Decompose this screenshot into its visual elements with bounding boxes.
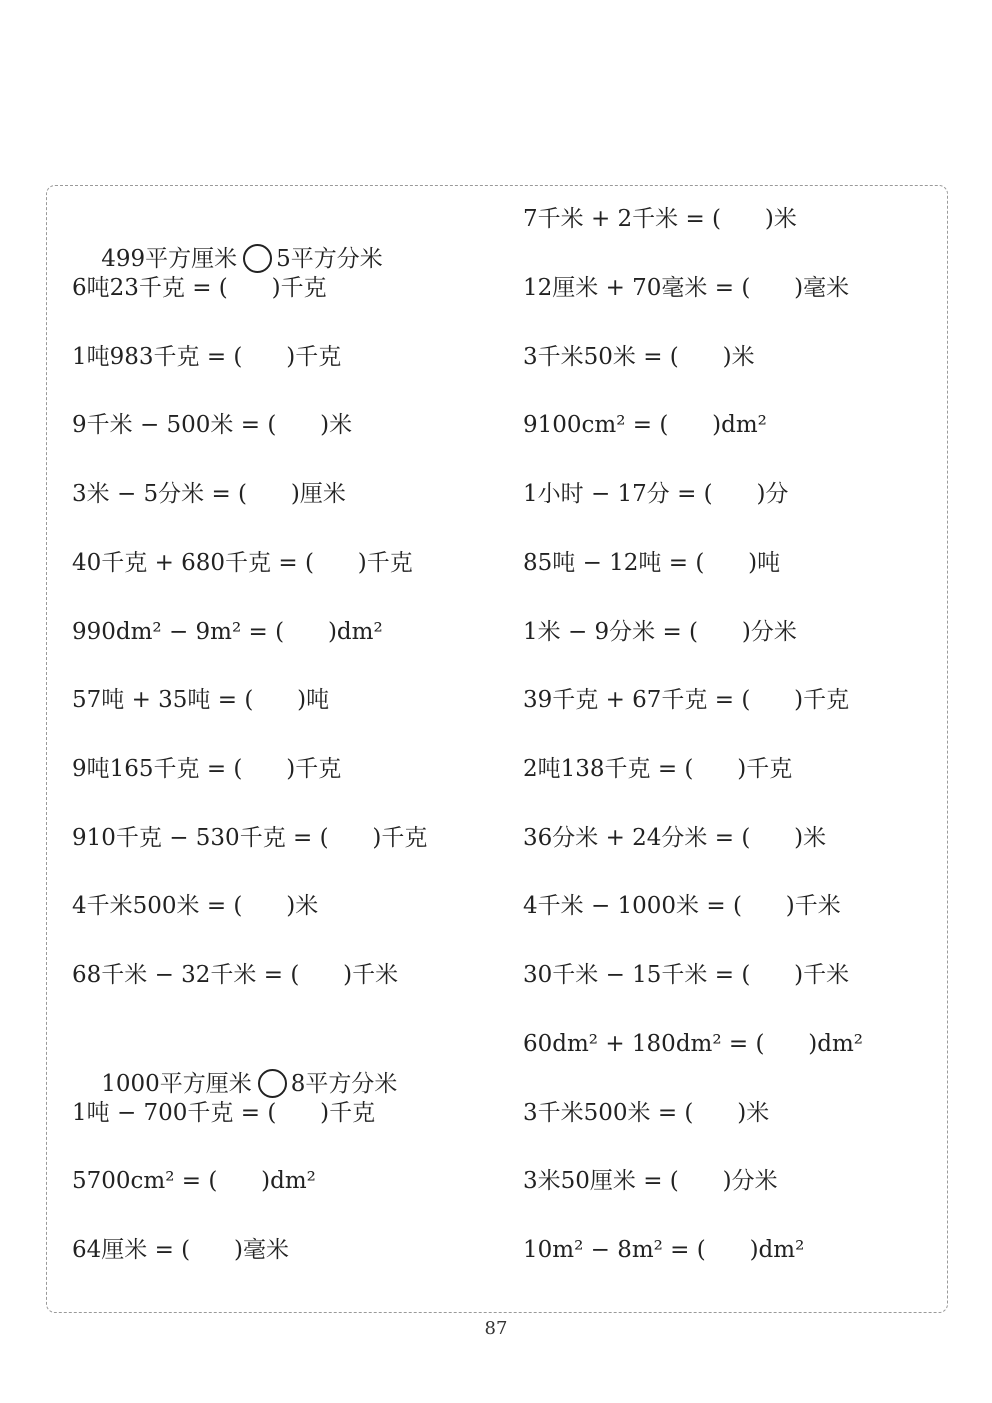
problem-row: 3千米500米 = ( )米 — [523, 1100, 770, 1126]
problem-row: 1吨 − 700千克 = ( )千克 — [72, 1100, 376, 1126]
problem-row: 39千克 + 67千克 = ( )千克 — [523, 687, 850, 713]
problem-row — [72, 1024, 398, 1097]
problem-row: 12厘米 + 70毫米 = ( )毫米 — [523, 275, 850, 301]
problem-row: 1吨983千克 = ( )千克 — [72, 344, 342, 370]
problem-row: 990dm² − 9m² = ( )dm² — [72, 619, 383, 645]
problem-left-part: 1000平方厘米 — [101, 1071, 252, 1097]
problem-right-part: 8平方分米 — [290, 1071, 398, 1097]
problem-row: 40千克 + 680千克 = ( )千克 — [72, 550, 413, 576]
problem-row: 85吨 − 12吨 = ( )吨 — [523, 550, 781, 576]
problem-row: 4千米500米 = ( )米 — [72, 893, 319, 919]
problem-row: 4千米 − 1000米 = ( )千米 — [523, 893, 841, 919]
problem-row: 36分米 + 24分米 = ( )米 — [523, 825, 827, 851]
problem-row: 9100cm² = ( )dm² — [523, 412, 767, 438]
problem-row: 30千米 − 15千米 = ( )千米 — [523, 962, 850, 988]
problem-row — [72, 199, 383, 272]
problem-row: 1米 − 9分米 = ( )分米 — [523, 619, 797, 645]
problem-row: 3米 − 5分米 = ( )厘米 — [72, 481, 346, 507]
problem-row: 3米50厘米 = ( )分米 — [523, 1168, 778, 1194]
problem-row: 3千米50米 = ( )米 — [523, 344, 755, 370]
problem-row: 10m² − 8m² = ( )dm² — [523, 1237, 805, 1263]
problem-row: 68千米 − 32千米 = ( )千米 — [72, 962, 399, 988]
problem-row: 9吨165千克 = ( )千克 — [72, 756, 342, 782]
page-number: 87 — [484, 1318, 508, 1339]
problem-row: 64厘米 = ( )毫米 — [72, 1237, 289, 1263]
problem-row: 5700cm² = ( )dm² — [72, 1168, 316, 1194]
problem-row: 60dm² + 180dm² = ( )dm² — [523, 1031, 864, 1057]
problem-row: 57吨 + 35吨 = ( )吨 — [72, 687, 330, 713]
problem-row: 6吨23千克 = ( )千克 — [72, 275, 327, 301]
problem-row: 2吨138千克 = ( )千克 — [523, 756, 793, 782]
problem-row: 7千米 + 2千米 = ( )米 — [523, 206, 797, 232]
problem-row: 9千米 − 500米 = ( )米 — [72, 412, 353, 438]
problem-row: 1小时 − 17分 = ( )分 — [523, 481, 789, 507]
problem-row: 910千克 − 530千克 = ( )千克 — [72, 825, 428, 851]
problem-right-part: 5平方分米 — [276, 246, 383, 272]
problem-left-part: 499平方厘米 — [101, 246, 238, 272]
